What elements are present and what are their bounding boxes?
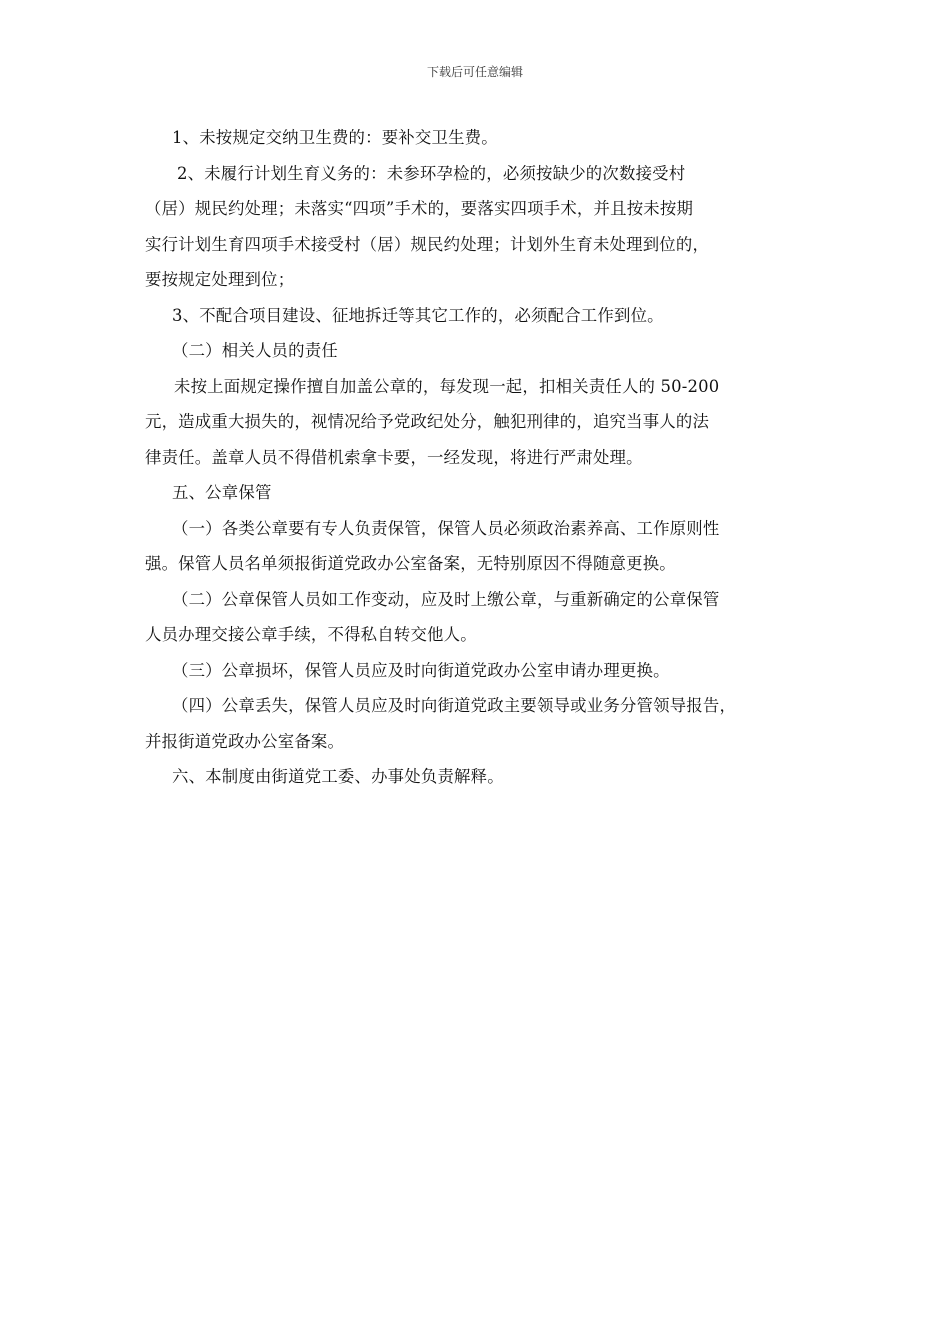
paragraph-line: 强。保管人员名单须报街道党政办公室备案，无特别原因不得随意更换。 [145, 554, 676, 573]
paragraph-line: 要按规定处理到位； [145, 270, 295, 289]
paragraph-line: （一）各类公章要有专人负责保管，保管人员必须政治素养高、工作原则性 [172, 518, 720, 538]
paragraph-line: 3、不配合项目建设、征地拆迁等其它工作的，必须配合工作到位。 [172, 305, 664, 325]
paragraph-line: （居）规民约处理；未落实“四项”手术的，要落实四项手术，并且按未按期 [145, 199, 694, 218]
section-heading: 五、公章保管 [172, 483, 272, 502]
paragraph-line: （三）公章损坏，保管人员应及时向街道党政办公室申请办理更换。 [172, 660, 670, 680]
document-body [145, 120, 815, 795]
paragraph-line: （二）公章保管人员如工作变动，应及时上缴公章，与重新确定的公章保管 [172, 589, 720, 609]
paragraph-line: 2、未履行计划生育义务的：未参环孕检的，必须按缺少的次数接受村 [177, 163, 686, 183]
paragraph-line: 并报街道党政办公室备案。 [145, 731, 345, 751]
section-heading: （二）相关人员的责任 [172, 341, 338, 360]
paragraph-line: 元，造成重大损失的，视情况给予党政纪处分，触犯刑律的，追究当事人的法 [145, 412, 710, 431]
paragraph-line: 1、未按规定交纳卫生费的：要补交卫生费。 [172, 128, 498, 147]
paragraph-line: （四）公章丢失，保管人员应及时向街道党政主要领导或业务分管领导报告， [172, 696, 737, 715]
paragraph-line: 未按上面规定操作擅自加盖公章的，每发现一起，扣相关责任人的 50-200 [174, 376, 720, 396]
page-header: 下载后可任意编辑 [426, 65, 523, 79]
paragraph-line: 人员办理交接公章手续，不得私自转交他人。 [145, 625, 477, 644]
section-heading: 六、本制度由街道党工委、办事处负责解释。 [172, 767, 504, 786]
paragraph-line: 律责任。盖章人员不得借机索拿卡要，一经发现，将进行严肃处理。 [145, 447, 643, 467]
paragraph-line: 实行计划生育四项手术接受村（居）规民约处理；计划外生育未处理到位的， [145, 234, 710, 254]
